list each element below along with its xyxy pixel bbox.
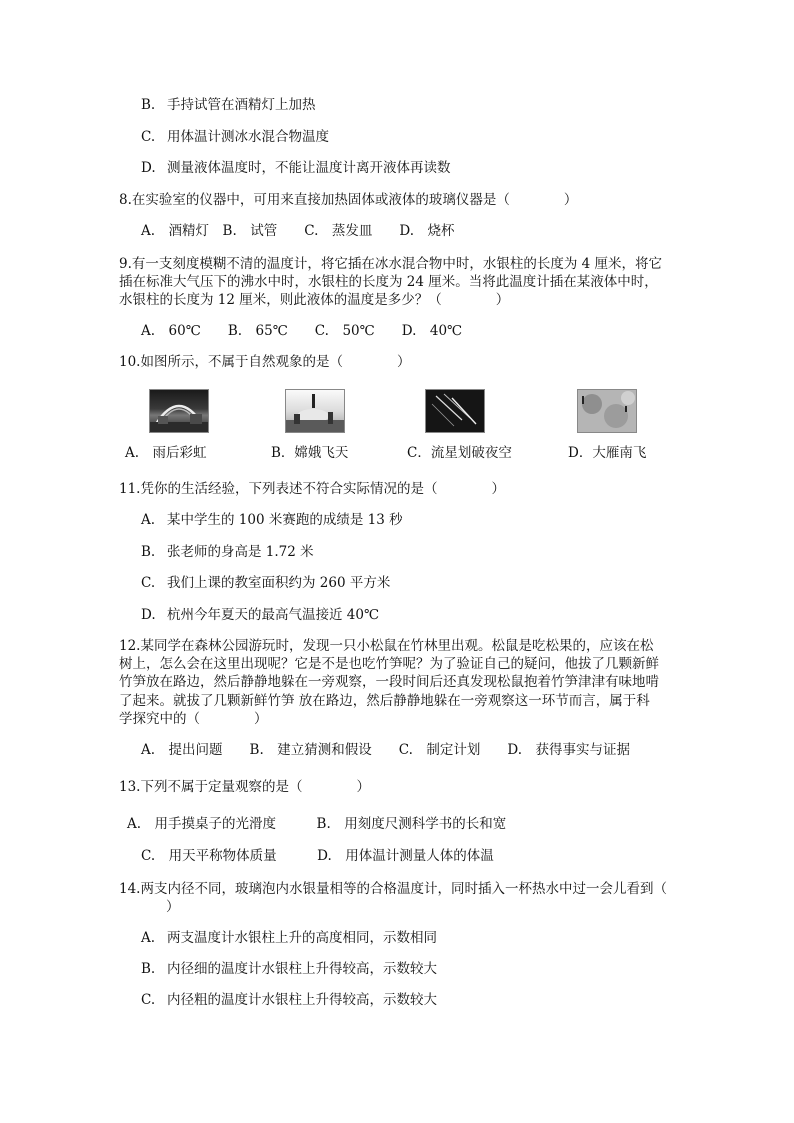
q11-option-b: B. 张老师的身高是 1.72 米 xyxy=(141,544,314,560)
rainbow-image xyxy=(149,389,209,433)
q12-stem-line5: 学探究中的（ ） xyxy=(119,711,268,727)
q10-caption-b: B．嫦娥飞天 xyxy=(271,445,349,461)
q13-options-row1: A. 用手摸桌子的光滑度 B. 用刻度尺测科学书的长和宽 xyxy=(127,816,507,832)
q9-options: A. 60℃ B. 65℃ C. 50℃ D. 40℃ xyxy=(141,323,463,339)
meteor-shower-image xyxy=(425,389,485,433)
q11-option-d: D. 杭州今年夏天的最高气温接近 40℃ xyxy=(141,607,380,623)
q9-stem-line3: 水银柱的长度为 12 厘米，则此液体的温度是多少？（ ） xyxy=(119,292,510,308)
q12-options: A. 提出问题 B. 建立猜测和假设 C. 制定计划 D. 获得事实与证据 xyxy=(141,742,631,758)
q7-option-d: D. 测量液体温度时，不能让温度计离开液体再读数 xyxy=(141,160,451,176)
q12-stem-line2: 树上，怎么会在这里出现呢？它是不是也吃竹笋呢？为了验证自己的疑问，他拔了几颗新鲜 xyxy=(119,656,659,672)
q14-option-b: B. 内径细的温度计水银柱上升得较高，示数较大 xyxy=(141,961,437,977)
rocket-launch-image xyxy=(285,389,345,433)
q11-option-c: C. 我们上课的教室面积约为 260 平方米 xyxy=(141,575,391,591)
q13-options-row2: C. 用天平称物体质量 D. 用体温计测量人体的体温 xyxy=(141,848,494,864)
q12-stem-line3: 竹笋放在路边，然后静静地躲在一旁观察，一段时间后还真发现松鼠抱着竹笋津津有味地啃 xyxy=(119,674,659,690)
q11-stem: 11.凭你的生活经验，下列表述不符合实际情况的是（ ） xyxy=(119,481,505,497)
q10-caption-c: C．流星划破夜空 xyxy=(407,445,512,461)
q8-stem: 8.在实验室的仪器中，可用来直接加热固体或液体的玻璃仪器是（ ） xyxy=(119,192,578,208)
q14-option-c: C. 内径粗的温度计水银柱上升得较高，示数较大 xyxy=(141,992,437,1008)
q10-caption-d: D．大雁南飞 xyxy=(568,445,647,461)
q14-stem-line2: ） xyxy=(166,899,180,915)
q9-stem-line1: 9.有一支刻度模糊不清的温度计，将它插在冰水混合物中时，水银柱的长度为 4 厘米，将它 xyxy=(119,256,663,272)
wild-geese-image xyxy=(577,389,637,433)
q12-stem-line1: 12.某同学在森林公园游玩时，发现一只小松鼠在竹林里出观。松鼠是吃松果的，应该在松 xyxy=(119,638,654,654)
q10-stem: 10.如图所示，不属于自然观象的是（ ） xyxy=(119,354,411,370)
q14-stem-line1: 14.两支内径不同，玻璃泡内水银量相等的合格温度计，同时插入一杯热水中过一会儿看到（ xyxy=(119,881,667,897)
q12-stem-line4: 了起来。就拔了几颗新鲜竹笋 放在路边，然后静静地躲在一旁观察这一环节而言，属于科 xyxy=(119,693,650,709)
q9-stem-line2: 插在标准大气压下的沸水中时，水银柱的长度为 24 厘米。当将此温度计插在某液体中时， xyxy=(119,274,658,290)
q8-options: A. 酒精灯 B. 试管 C. 蒸发皿 D. 烧杯 xyxy=(141,223,455,239)
q7-option-b: B. 手持试管在酒精灯上加热 xyxy=(141,97,316,113)
q14-option-a: A. 两支温度计水银柱上升的高度相同，示数相同 xyxy=(141,930,437,946)
q7-option-c: C. 用体温计测冰水混合物温度 xyxy=(141,129,329,145)
q10-caption-a: A. 雨后彩虹 xyxy=(125,445,207,461)
q13-stem: 13.下列不属于定量观察的是（ ） xyxy=(119,779,370,795)
q11-option-a: A. 某中学生的 100 米赛跑的成绩是 13 秒 xyxy=(141,512,403,528)
